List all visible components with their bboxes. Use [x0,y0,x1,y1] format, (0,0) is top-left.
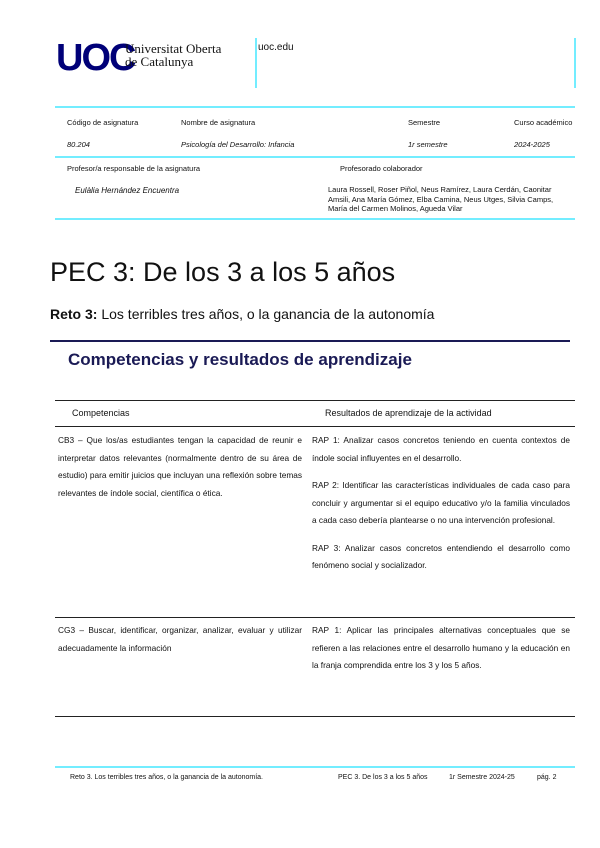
site-link[interactable]: uoc.edu [258,42,294,53]
page-title: PEC 3: De los 3 a los 5 años [50,257,396,287]
subtitle-label: Reto 3: [50,306,98,322]
label-semester: Semestre [408,118,441,127]
value-responsible: Eulàlia Hernández Encuentra [75,186,180,195]
label-responsible: Profesor/a responsable de la asignatura [67,164,201,173]
table-header-competencias: Competencias [72,408,130,418]
table-header-rule [55,426,575,427]
table-row-1-results [312,432,570,585]
university-name [125,42,221,68]
footer-left: Reto 3. Los terribles tres años, o la ganancia de la autonomía. [70,774,264,781]
university-line-2: de Catalunya [125,54,194,69]
meta-mid-rule [55,156,575,158]
header-divider-right [574,38,576,88]
footer-center: PEC 3. De los 3 a los 5 años [338,774,428,781]
table-row-rule [55,617,575,618]
table-header-resultados: Resultados de aprendizaje de la actividad [325,408,492,418]
footer-page: pág. 2 [537,774,557,781]
title-rule [50,340,570,342]
value-collaborator: Laura Rossell, Roser Piñol, Neus Ramírez, Laura Cerdán, Caonitar Amsili, Ana María Gómez, Elba Camina, Neus Utges, Silvia Camps, María del Carmen Molinos, Agueda Vilar [328,185,554,213]
header-divider-left [255,38,257,88]
table-bottom-rule [55,716,575,717]
table-row-2-competence: CG3 – Buscar, identificar, organizar, analizar, evaluar y utilizar adecuadamente la información [58,625,302,653]
section-title: Competencias y resultados de aprendizaje [68,350,412,369]
value-year: 2024-2025 [514,140,550,149]
svg-text:UOC: UOC [56,37,135,79]
table-row-2-results [312,622,570,685]
subtitle-text: Los terribles tres años, o la ganancia de la autonomía [97,306,435,322]
uoc-logo [56,36,135,80]
value-name: Psicología del Desarrollo: Infancia [181,140,295,149]
university-line-1: Universitat Oberta [125,41,222,56]
meta-bottom-rule [55,218,575,220]
label-collaborator: Profesorado colaborador [340,164,423,173]
table-row-1-competence: CB3 – Que los/as estudiantes tengan la capacidad de reunir e interpretar datos relevantes (normalmente dentro de su área de estudio) para emitir juicios que incluyan una reflexión sobre temas relevantes de índole social, científica o ética. [58,435,302,498]
label-name: Nombre de asignatura [181,118,256,127]
result-rap1-b: RAP 1: Aplicar las principales alternativas conceptuales que se refieren a las relaciones entre el desarrollo humano y la educación en la franja comprendida entre los 3 y los 5 años. [312,625,570,670]
result-rap2: RAP 2: Identificar las características individuales de cada caso para concluir y argumentar si el equipo educativo y/o la familia vinculados a cada caso debería plantearse o no una intervención profesional. [312,480,570,525]
value-code: 80.204 [67,140,90,149]
result-rap1: RAP 1: Analizar casos concretos teniendo en cuenta contextos de índole social influyentes en el desarrollo. [312,435,570,463]
label-code: Código de asignatura [67,118,139,127]
page-subtitle [50,306,434,322]
value-semester: 1r semestre [408,140,448,149]
label-year: Curso académico [514,118,573,127]
result-rap3: RAP 3: Analizar casos concretos entendiendo el desarrollo como fenómeno social y socializador. [312,542,570,570]
table-top-rule [55,400,575,401]
footer-semester: 1r Semestre 2024-25 [449,774,515,781]
footer-rule [55,766,575,768]
meta-top-rule [55,106,575,108]
